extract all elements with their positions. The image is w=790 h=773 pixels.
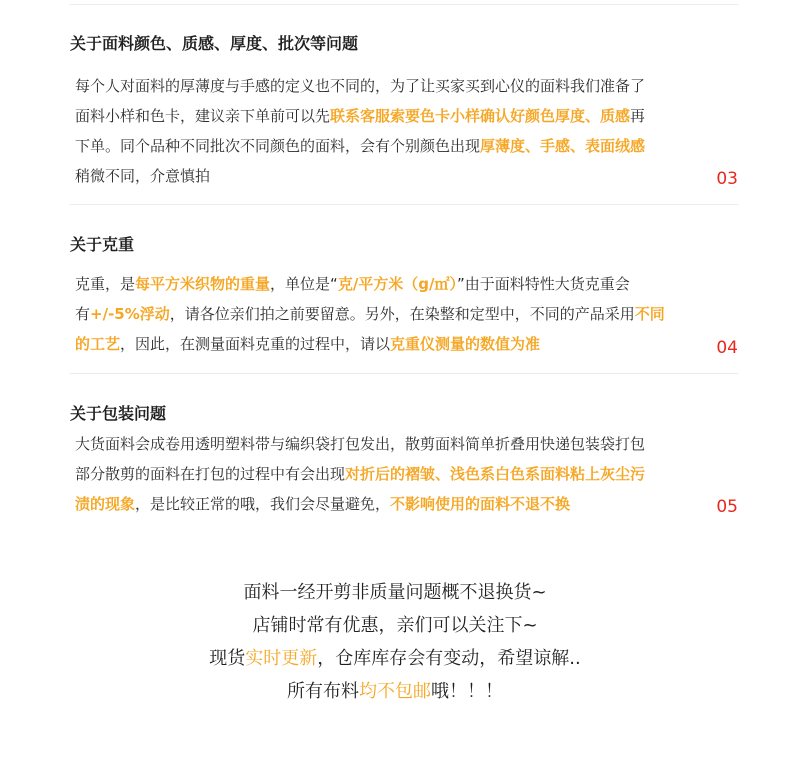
highlighted-text: 每平方米织物的重量 bbox=[135, 275, 271, 293]
highlighted-text: 厚薄度、手感、表面绒感 bbox=[480, 137, 646, 155]
text-line bbox=[75, 269, 695, 299]
highlighted-text: +/-5%浮动 bbox=[90, 305, 170, 323]
text-run: ，单位是“ bbox=[270, 275, 338, 293]
shop-notice bbox=[0, 576, 790, 708]
text-run: 面料小样和色卡，建议亲下单前可以先 bbox=[75, 107, 331, 125]
section-number: 04 bbox=[716, 338, 738, 358]
highlighted-text: 均不包邮 bbox=[359, 681, 431, 702]
section-heading: 关于克重 bbox=[70, 235, 135, 254]
text-run: 店铺时常有优惠，亲们可以关注下~ bbox=[252, 615, 538, 636]
divider bbox=[70, 373, 738, 374]
section-number: 05 bbox=[716, 497, 738, 517]
text-run: 部分散剪的面料在打包的过程中有会出现 bbox=[75, 465, 346, 483]
text-run: 有 bbox=[75, 305, 91, 323]
text-line bbox=[75, 101, 695, 131]
highlighted-text: 不影响使用的面料不退不换 bbox=[390, 495, 571, 513]
section-body bbox=[75, 71, 695, 191]
text-line bbox=[75, 299, 695, 329]
section-number: 03 bbox=[716, 169, 738, 189]
divider bbox=[70, 204, 738, 205]
section-packaging bbox=[70, 403, 738, 543]
text-run: 稍微不同，介意慎拍 bbox=[75, 167, 211, 185]
text-run: 面料一经开剪非质量问题概不退换货~ bbox=[243, 582, 547, 603]
text-run: 再 bbox=[630, 107, 646, 125]
section-color-texture bbox=[70, 33, 738, 203]
section-body bbox=[75, 269, 695, 359]
text-run: ，因此，在测量面料克重的过程中，请以 bbox=[120, 335, 391, 353]
text-line bbox=[75, 329, 695, 359]
text-line bbox=[75, 429, 695, 459]
highlighted-text: 实时更新 bbox=[245, 648, 318, 669]
text-run: ，仓库库存会有变动，希望谅解.. bbox=[317, 648, 581, 669]
highlighted-text: 联系客服索要色卡小样确认好颜色厚度、质感 bbox=[330, 107, 631, 125]
text-line bbox=[0, 576, 790, 609]
text-run: 大货面料会成卷用透明塑料带与编织袋打包发出，散剪面料简单折叠用快递包装袋打包 bbox=[75, 435, 646, 453]
text-run: 哦！！！ bbox=[431, 681, 503, 702]
highlighted-text: 渍的现象 bbox=[75, 495, 136, 513]
text-run: 每个人对面料的厚薄度与手感的定义也不同的，为了让买家买到心仪的面料我们准备了 bbox=[75, 77, 646, 95]
text-line bbox=[75, 489, 695, 519]
highlighted-text: 对折后的褶皱、浅色系白色系面料粘上灰尘污 bbox=[345, 465, 646, 483]
section-weight bbox=[70, 234, 738, 374]
section-body bbox=[75, 429, 695, 519]
text-run: ，是比较正常的哦，我们会尽量避免， bbox=[135, 495, 391, 513]
highlighted-text: 克重仪测量的数值为准 bbox=[390, 335, 541, 353]
text-run: 现货 bbox=[209, 648, 246, 669]
highlighted-text: 不同 bbox=[634, 305, 665, 323]
text-line bbox=[0, 609, 790, 642]
text-line bbox=[75, 459, 695, 489]
text-line bbox=[75, 71, 695, 101]
text-line bbox=[0, 642, 790, 675]
highlighted-text: 的工艺 bbox=[75, 335, 121, 353]
highlighted-text: 克/平方米（g/㎡） bbox=[337, 275, 458, 293]
divider-top bbox=[70, 4, 738, 5]
text-run: 下单。同个品种不同批次不同颜色的面料，会有个别颜色出现 bbox=[75, 137, 481, 155]
text-run: ”由于面料特性大货克重会 bbox=[457, 275, 630, 293]
text-line bbox=[0, 675, 790, 708]
section-heading: 关于面料颜色、质感、厚度、批次等问题 bbox=[70, 34, 359, 53]
text-run: ，请各位亲们拍之前要留意。另外，在染整和定型中，不同的产品采用 bbox=[169, 305, 635, 323]
text-run: 所有布料 bbox=[287, 681, 359, 702]
text-run: 克重，是 bbox=[75, 275, 136, 293]
text-line bbox=[75, 131, 695, 161]
section-heading: 关于包装问题 bbox=[70, 404, 167, 423]
text-line bbox=[75, 161, 695, 191]
